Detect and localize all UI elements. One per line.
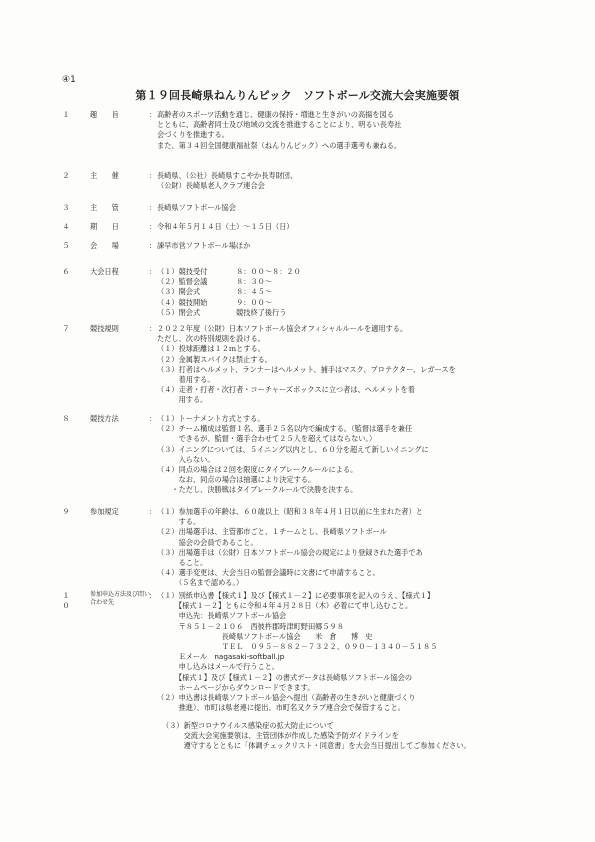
section-number: ４ bbox=[62, 222, 70, 231]
note-line-2: 遵守するとともに「体調チェックリスト・同意書」を大会当日提出してご参加ください。 bbox=[162, 741, 471, 751]
section-number: ２ bbox=[62, 171, 70, 180]
section-line: 用する。 bbox=[157, 395, 208, 405]
section-line: 令和４年５月１４日（土）～１５日（日） bbox=[157, 222, 294, 231]
section-line: 申し込みはメールで行うこと。 bbox=[157, 662, 280, 672]
section-label: 主 催 bbox=[90, 171, 119, 180]
section-number: ８ bbox=[62, 414, 70, 423]
section-line: 〒８５１－２１０６ 西彼杵郡時津町野田郷５９８ bbox=[157, 621, 344, 631]
label-colon: ： bbox=[149, 414, 157, 423]
section-line: （４）選手変更は、大会当日の監督会議時に文書にて申請すること。 bbox=[157, 568, 380, 578]
section-line: （５）閉会式 競技終了後行う bbox=[157, 307, 287, 317]
section-body bbox=[157, 241, 552, 251]
document-title: 第１９回長崎県ねんりんピック ソフトボール交流大会実施要領 bbox=[135, 89, 460, 102]
section-line: （５名まで認める。） bbox=[157, 578, 244, 588]
section-line: （４）走者・打者・次打者・コーチャーズボックスに立つ者は、ヘルメットを着 bbox=[157, 385, 415, 395]
section-line: （１）参加選手の年齢は、６０歳以上（昭和３８年４月１日以前に生まれた者）と bbox=[157, 507, 423, 516]
section-number: ５ bbox=[62, 241, 70, 250]
section-line: 【様式１】及び【様式１－２】の書式データは長崎県ソフトボール協会の bbox=[157, 672, 413, 682]
section-line: する。 bbox=[157, 517, 201, 527]
section-line: 長崎県、（公社）長崎県すこやか長寿財団、 bbox=[157, 171, 298, 180]
section-label: 趣 旨 bbox=[90, 110, 119, 119]
section-line: ２０２２年度（公財）日本ソフトボール協会オフィシャルルールを適用する。 bbox=[157, 324, 408, 333]
label-colon: ： bbox=[149, 222, 157, 231]
section-line: （２）金属製スパイクは禁止する。 bbox=[157, 354, 272, 364]
section-line: （１）トーナメント方式とする。 bbox=[157, 414, 265, 423]
attachment-number: ④1 bbox=[62, 75, 76, 85]
section-line: 諫早市営ソフトボール場ほか bbox=[157, 241, 251, 250]
label-colon: ： bbox=[149, 203, 157, 212]
label-colon: ： bbox=[149, 591, 157, 600]
section-line: 高齢者のスポーツ活動を通じ、健康の保持・増進と生きがいの高揚を図る bbox=[157, 110, 394, 119]
section-line: （３）イニングについては、５イニング以内とし、６０分を超えて新しいイニングに bbox=[157, 444, 429, 454]
section-line: 入らない。 bbox=[157, 454, 215, 464]
label-colon: ： bbox=[149, 241, 157, 250]
section-line: （２）出場選手は、主管都市ごと、１チームとし、長崎県ソフトボール bbox=[157, 527, 387, 537]
section-number: ７ bbox=[62, 324, 70, 333]
section-line: （３）出場選手は（公財）日本ソフトボール協会の規定により登録された選手であ bbox=[157, 547, 423, 557]
section-label: 競技規則 bbox=[90, 324, 119, 333]
section-line: 協会の会員であること。 bbox=[157, 537, 258, 547]
section-line: （１）競技受付 ８：００～８：２０ bbox=[157, 267, 301, 276]
section-line: 着用する。 bbox=[157, 375, 215, 385]
section-line: （４）競技開始 ９：００～ bbox=[157, 297, 273, 307]
section-body bbox=[157, 507, 552, 589]
section-label: 大会日程 bbox=[90, 267, 119, 276]
section-body bbox=[157, 591, 552, 713]
section-line: 申込先：長崎県ソフトボール協会 bbox=[157, 611, 287, 621]
covid-note bbox=[162, 721, 562, 767]
section-number: １ bbox=[62, 110, 70, 119]
section-line: （公財）長崎県老人クラブ連合会 bbox=[157, 181, 265, 191]
label-colon: ： bbox=[149, 110, 157, 119]
section-body bbox=[157, 222, 552, 232]
section-body bbox=[157, 324, 552, 406]
section-line: Ｅメール nagasaki-softball.jp bbox=[157, 652, 285, 662]
section-label: 競技方法 bbox=[90, 414, 119, 423]
section-line: 長崎県ソフトボール協会 米 倉 博 史 bbox=[157, 631, 373, 641]
section-line: ホームページからダウンロードできます。 bbox=[157, 682, 315, 692]
section-label: 期 日 bbox=[90, 222, 119, 231]
section-line: また、第３４回全国健康福祉祭（ねんりんピック）への選手選考も兼ねる。 bbox=[157, 140, 402, 150]
note-line-1: 交流大会実施要領は、主管団体が作成した感染予防ガイドラインを bbox=[162, 731, 399, 741]
section-line: （２）監督会議 ８：３０～ bbox=[157, 277, 273, 287]
section-number: １０ bbox=[62, 591, 70, 611]
section-body bbox=[157, 203, 552, 213]
section-line: 【様式１－２】ともに令和４年４月２８日（木）必着にて申し込むこと。 bbox=[157, 601, 413, 611]
section-line: （４）同点の場合は２回を限度にタイブレークルールによる。 bbox=[157, 465, 358, 475]
section-body bbox=[157, 414, 552, 496]
section-body bbox=[157, 267, 552, 318]
section-label: 参加申込方法及び問い合わせ先 bbox=[90, 591, 151, 606]
section-line: （２）チーム構成は監督１名、選手２５名以内で編成する。（監督は選手を兼任 bbox=[157, 424, 413, 434]
section-line: できるが、監督・選手合わせて２５人を超えてはならない。） bbox=[157, 434, 377, 444]
section-number: ９ bbox=[62, 507, 70, 516]
section-line: 会づくりを推進する。 bbox=[157, 130, 229, 140]
section-line: （２）申込書は長崎県ソフトボール協会へ提出（高齢者の生きがいと健康づくり bbox=[157, 693, 416, 703]
section-line: なお、同点の場合は抽選により決定する。 bbox=[157, 475, 316, 485]
section-line: （３）打者はヘルメット、ランナーはヘルメット、捕手はマスク、プロテクター、レガースを bbox=[157, 364, 456, 374]
section-line: （３）開会式 ８：４５～ bbox=[157, 287, 273, 297]
section-line: （１）別紙申込書【様式１】及び【様式１－２】に必要事項を記入のうえ、【様式１】 bbox=[157, 591, 435, 600]
section-body bbox=[157, 110, 552, 151]
section-line: 推進）、市町は県老連に提出、市町名又クラブ連合会で保管すること。 bbox=[157, 703, 405, 713]
section-label: 主 管 bbox=[90, 203, 119, 212]
section-line: ・ただし、決勝戦はタイブレークルールで決勝を決する。 bbox=[157, 485, 358, 495]
label-colon: ： bbox=[149, 324, 157, 333]
section-label: 参加規定 bbox=[90, 507, 119, 516]
note-line-0: （３）新型コロナウイルス感染症の拡大防止について bbox=[162, 721, 334, 730]
section-line: （１）投球距離は１２ｍとする。 bbox=[157, 344, 265, 354]
section-line: とともに、高齢者同士及び地域の交流を推進することにより、明るい長寿社 bbox=[157, 120, 402, 130]
section-line: ること。 bbox=[157, 558, 208, 568]
section-line: 長崎県ソフトボール協会 bbox=[157, 203, 236, 212]
section-number: ３ bbox=[62, 203, 70, 212]
section-line: ＴＥＬ ０９５－８８２－７３２２、０９０－１３４０－５１８５ bbox=[157, 642, 438, 652]
section-line: ただし、次の特別規則を設ける。 bbox=[157, 334, 265, 344]
label-colon: ： bbox=[149, 267, 157, 276]
section-label: 会 場 bbox=[90, 241, 119, 250]
label-colon: ： bbox=[149, 507, 157, 516]
section-body bbox=[157, 171, 552, 191]
section-number: ６ bbox=[62, 267, 70, 276]
label-colon: ： bbox=[149, 171, 157, 180]
